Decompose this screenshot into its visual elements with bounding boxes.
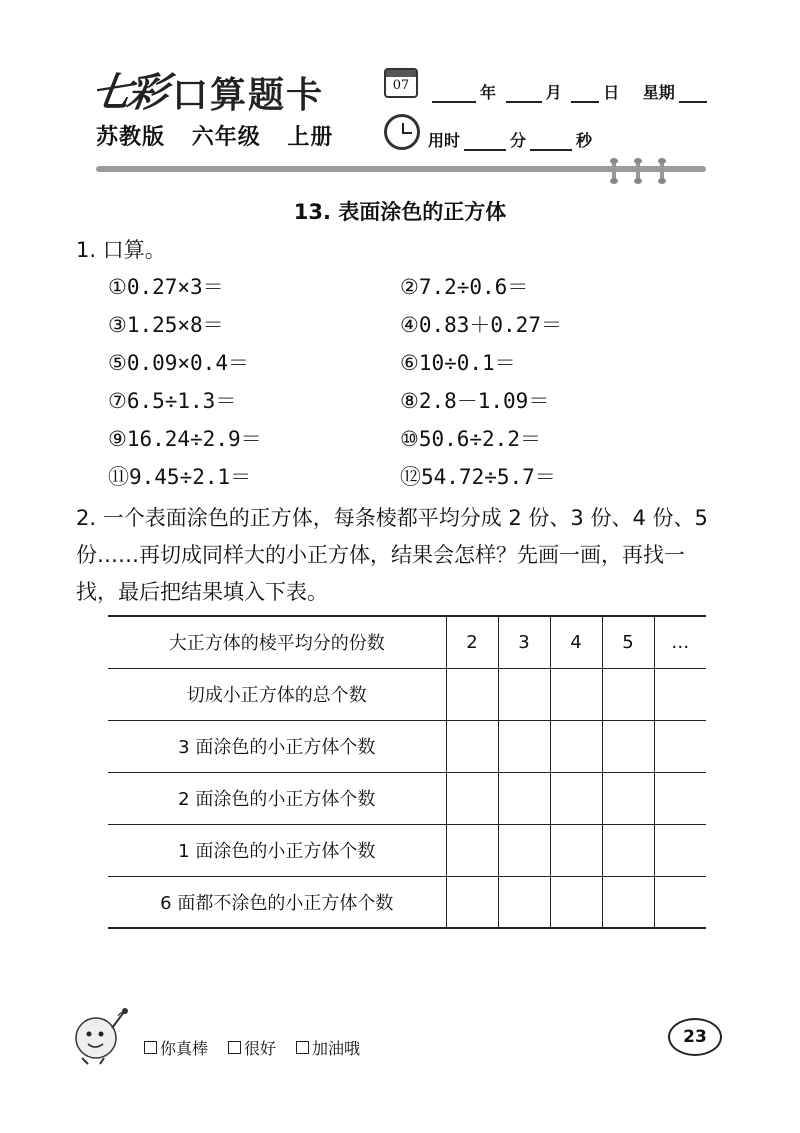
calendar-icon — [384, 68, 418, 98]
answer-cell[interactable] — [602, 720, 654, 772]
checkbox-icon[interactable] — [144, 1041, 157, 1054]
checkbox-icon[interactable] — [296, 1041, 309, 1054]
calc-item: ⑧2.8－1.09＝ — [400, 389, 550, 413]
calc-item: ⑥10÷0.1＝ — [400, 351, 516, 375]
answer-cell[interactable] — [446, 824, 498, 876]
table-row — [108, 824, 706, 876]
brand-logo — [88, 68, 325, 118]
rating-label: 加油哦 — [312, 1039, 361, 1058]
calc-item: ⑦6.5÷1.3＝ — [108, 389, 237, 413]
answer-cell[interactable] — [550, 772, 602, 824]
day-label: 日 — [603, 83, 620, 102]
time-fill-line — [428, 128, 592, 151]
answer-cell[interactable] — [498, 824, 550, 876]
answer-cell[interactable] — [654, 668, 706, 720]
row-label: 6 面都不涂色的小正方体个数 — [108, 876, 446, 928]
answer-cell[interactable] — [550, 876, 602, 928]
weekday-label: 星期 — [642, 83, 675, 102]
answer-cell[interactable] — [602, 824, 654, 876]
month-blank[interactable] — [506, 87, 542, 103]
answer-cell[interactable] — [602, 668, 654, 720]
binder-pin-icon — [660, 160, 664, 182]
rating-label: 你真棒 — [160, 1039, 209, 1058]
self-rating — [144, 1036, 360, 1059]
calc-item: ②7.2÷0.6＝ — [400, 275, 529, 299]
q2-text: 2. 一个表面涂色的正方体，每条棱都平均分成 2 份、3 份、4 份、5 份……再切成同样大的小正方体，结果会怎样？先画一画，再找一找，最后把结果填入下表。 — [76, 506, 708, 604]
answer-cell[interactable] — [498, 720, 550, 772]
answer-table — [108, 615, 706, 929]
answer-cell[interactable] — [654, 720, 706, 772]
answer-cell[interactable] — [498, 668, 550, 720]
answer-cell[interactable] — [654, 824, 706, 876]
table-row — [108, 668, 706, 720]
table-column-header: 3 — [498, 616, 550, 668]
rating-great[interactable] — [144, 1036, 208, 1059]
rating-keep-going[interactable] — [296, 1036, 360, 1059]
answer-cell[interactable] — [654, 772, 706, 824]
answer-cell[interactable] — [446, 876, 498, 928]
binder-pin-icon — [612, 160, 616, 182]
answer-cell[interactable] — [654, 876, 706, 928]
mascot-icon — [72, 1004, 132, 1066]
table-header-row — [108, 616, 706, 668]
date-fill-line — [428, 80, 711, 103]
answer-cell[interactable] — [498, 876, 550, 928]
section-title: 13. 表面涂色的正方体 — [293, 200, 507, 224]
seconds-blank[interactable] — [530, 135, 572, 151]
answer-cell[interactable] — [498, 772, 550, 824]
answer-cell[interactable] — [602, 772, 654, 824]
row-label: 1 面涂色的小正方体个数 — [108, 824, 446, 876]
answer-cell[interactable] — [550, 668, 602, 720]
answer-cell[interactable] — [446, 668, 498, 720]
table-column-header: 5 — [602, 616, 654, 668]
brand-qicai: 七彩 — [88, 69, 167, 116]
calc-item: ⑩50.6÷2.2＝ — [400, 427, 541, 451]
table-row — [108, 720, 706, 772]
calc-item: ④0.83＋0.27＝ — [400, 313, 562, 337]
table-column-header: … — [654, 616, 706, 668]
row-label: 3 面涂色的小正方体个数 — [108, 720, 446, 772]
binder-pin-icon — [636, 160, 640, 182]
edition-volume: 上册 — [287, 125, 334, 150]
calendar-number: 07 — [392, 78, 410, 93]
table-column-header: 2 — [446, 616, 498, 668]
calc-item: ①0.27×3＝ — [108, 275, 224, 299]
time-used-label: 用时 — [428, 131, 461, 150]
answer-cell[interactable] — [550, 824, 602, 876]
page-number: 23 — [668, 1018, 722, 1056]
clock-icon — [384, 114, 420, 150]
row-label: 2 面涂色的小正方体个数 — [108, 772, 446, 824]
calc-item: ⑨16.24÷2.9＝ — [108, 427, 262, 451]
weekday-blank[interactable] — [679, 87, 707, 103]
month-label: 月 — [545, 83, 562, 102]
calc-item: ⑪9.45÷2.1＝ — [108, 465, 252, 489]
answer-cell[interactable] — [446, 720, 498, 772]
answer-cell[interactable] — [446, 772, 498, 824]
table-column-header: 4 — [550, 616, 602, 668]
edition-publisher: 苏教版 — [96, 125, 166, 150]
table-row — [108, 772, 706, 824]
table-header-label: 大正方体的棱平均分的份数 — [108, 616, 446, 668]
calc-item: ⑤0.09×0.4＝ — [108, 351, 249, 375]
year-blank[interactable] — [432, 87, 476, 103]
checkbox-icon[interactable] — [228, 1041, 241, 1054]
edition-info — [96, 120, 351, 151]
calc-item: ⑫54.72÷5.7＝ — [400, 465, 556, 489]
seconds-label: 秒 — [576, 131, 593, 150]
q1-heading: 1. 口算。 — [76, 238, 166, 262]
answer-cell[interactable] — [550, 720, 602, 772]
brand-title: 口算题卡 — [172, 75, 325, 116]
year-label: 年 — [480, 83, 497, 102]
calc-item: ③1.25×8＝ — [108, 313, 224, 337]
rating-good[interactable] — [228, 1036, 276, 1059]
minutes-blank[interactable] — [464, 135, 506, 151]
rating-label: 很好 — [244, 1039, 277, 1058]
day-blank[interactable] — [571, 87, 599, 103]
table-row — [108, 876, 706, 928]
answer-cell[interactable] — [602, 876, 654, 928]
minutes-label: 分 — [510, 131, 527, 150]
row-label: 切成小正方体的总个数 — [108, 668, 446, 720]
edition-grade: 六年级 — [191, 125, 261, 150]
